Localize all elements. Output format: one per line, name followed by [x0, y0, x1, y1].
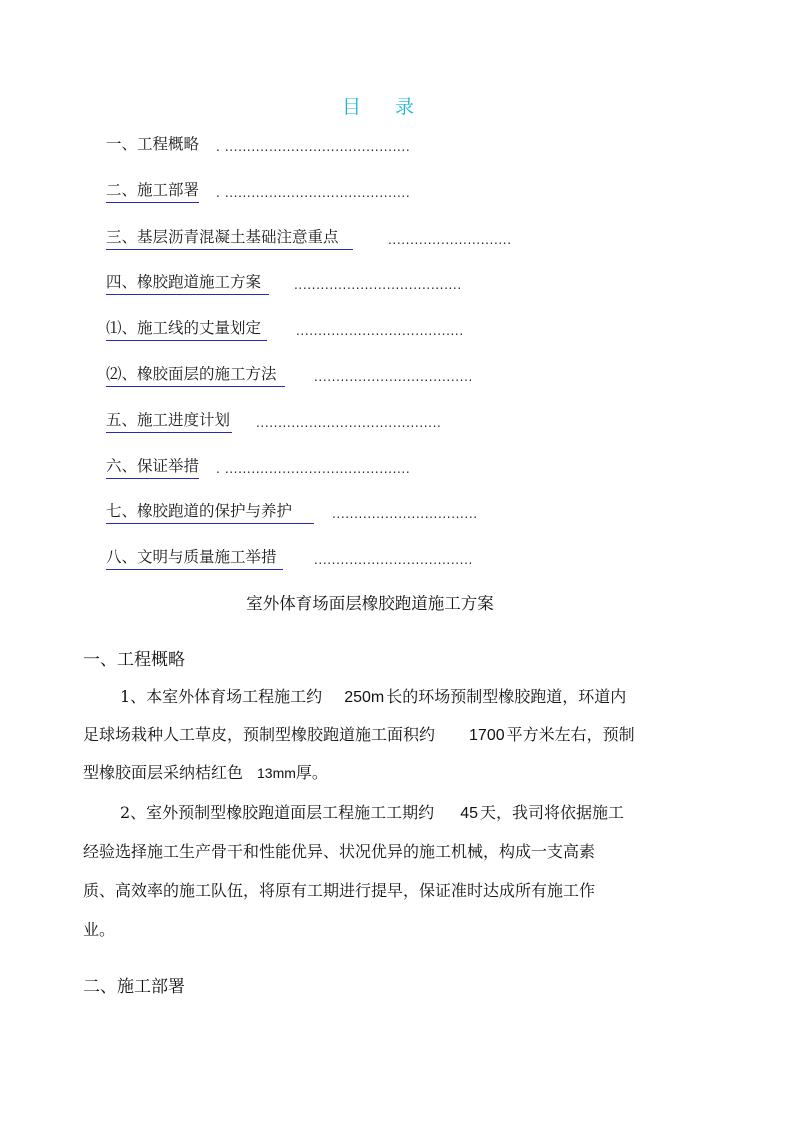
- toc-entry-label: 一、工程概略: [106, 135, 200, 153]
- paragraph-text: 2、室外预制型橡胶跑道面层工程施工工期约: [120, 803, 435, 822]
- toc-entry-label: 六、保证举措: [106, 457, 199, 479]
- toc-entry[interactable]: [106, 547, 283, 567]
- paragraph-line: 经验选择施工生产骨干和性能优异、状况优异的施工机械，构成一支高素: [83, 842, 596, 861]
- toc-entry-label: 七、橡胶跑道的保护与养护: [106, 502, 314, 524]
- paragraph-line: [83, 763, 328, 783]
- toc-entry[interactable]: [106, 364, 285, 384]
- toc-entry[interactable]: [106, 410, 232, 430]
- paragraph-line: [120, 803, 624, 824]
- toc-entry[interactable]: [106, 318, 267, 338]
- toc-entry[interactable]: [106, 501, 314, 521]
- toc-entry-leader: ..........................................: [256, 416, 442, 430]
- toc-entry-leader: ......................................: [296, 324, 464, 338]
- paragraph-text: 厚。: [295, 763, 328, 782]
- paragraph-line: [83, 725, 635, 746]
- paragraph-text: 型橡胶面层采纳桔红色: [83, 763, 244, 782]
- paragraph-text: 1、本室外体育场工程施工约: [120, 687, 323, 706]
- toc-entry[interactable]: [106, 227, 353, 247]
- paragraph-text: 足球场栽种人工草皮，预制型橡胶跑道施工面积约: [83, 725, 436, 744]
- toc-entry[interactable]: [106, 272, 269, 292]
- toc-entry-label: ⑵、橡胶面层的施工方法: [106, 365, 285, 387]
- toc-entry-label: 二、施工部署: [106, 181, 199, 203]
- paragraph-line: 质、高效率的施工队伍，将原有工期进行提早，保证准时达成所有施工作: [83, 881, 596, 900]
- paragraph-number: 1700: [469, 727, 505, 744]
- paragraph-number: 250m: [344, 689, 385, 706]
- toc-entry-leader: ....................................: [314, 553, 473, 567]
- toc-entry[interactable]: [106, 456, 199, 476]
- toc-entry-leader: . ..........................................: [216, 186, 411, 200]
- toc-entry-label: ⑴、施工线的丈量划定: [106, 319, 267, 341]
- toc-entry-label: 八、文明与质量施工举措: [106, 548, 283, 570]
- paragraph-text: 天，我司将依据施工: [479, 803, 624, 822]
- toc-entry-leader: ............................: [388, 233, 512, 247]
- paragraph-text: 长的环场预制型橡胶跑道，环道内: [386, 687, 627, 706]
- section-heading: 二、施工部署: [83, 977, 185, 997]
- paragraph-text: 平方米左右，预制: [506, 725, 635, 744]
- toc-entry-label: 五、施工进度计划: [106, 411, 232, 433]
- toc-entry-leader: .................................: [332, 507, 478, 521]
- toc-entry-leader: . ..........................................: [216, 462, 411, 476]
- section-heading: 一、工程概略: [83, 650, 185, 670]
- toc-entry[interactable]: [106, 180, 199, 200]
- paragraph-number: 45: [460, 805, 478, 822]
- paragraph-line: [120, 687, 626, 708]
- paragraph-line: 业。: [83, 920, 116, 939]
- toc-entry-leader: ......................................: [294, 278, 462, 292]
- toc-entry-leader: ....................................: [314, 370, 473, 384]
- toc-entry-label: 四、橡胶跑道施工方案: [106, 273, 269, 295]
- toc-entry-label: 三、基层沥青混凝土基础注意重点: [106, 228, 353, 250]
- paragraph-number: 13mm: [257, 765, 296, 781]
- toc-entry-leader: . ..........................................: [216, 140, 411, 154]
- toc-entry[interactable]: [106, 134, 199, 154]
- toc-title: 目 录: [341, 96, 429, 118]
- document-title: 室外体育场面层橡胶跑道施工方案: [246, 594, 494, 613]
